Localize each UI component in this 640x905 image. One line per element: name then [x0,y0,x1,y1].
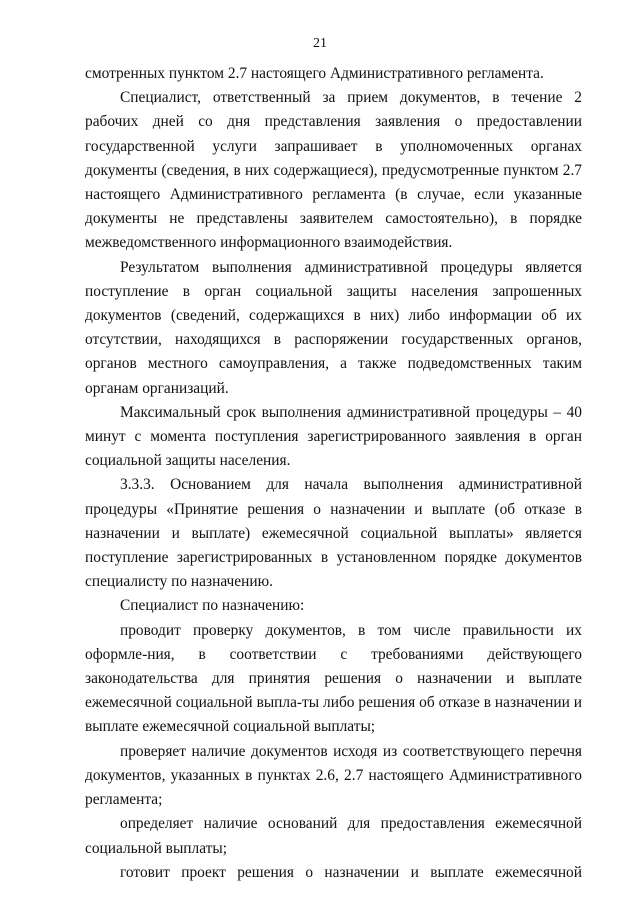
paragraph-procedure-result: Результатом выполнения административной процедуры является поступление в орган социальной защиты населения запрошенных документов (сведений, содержащихся в них) либо информации об их отсутствии, находящихся в распоряжении государственных органов, органов местного самоуправления, а также подведомственных таким органам организаций. [85,258,582,397]
paragraph-continuation: смотренных пунктом 2.7 настоящего Административного регламента. [85,65,544,82]
page-number: 21 [313,36,327,51]
list-item-determine-grounds: определяет наличие оснований для предоставления ежемесячной социальной выплаты; [85,815,582,857]
paragraph-document-request: Специалист, ответственный за прием документов, в течение 2 рабочих дней со дня представления заявления о предоставлении государственной услуги запрашивает в уполномоченных органах документы (сведения, в них содержащиеся), предусмотренные пунктом 2.7 настоящего Административного регламента (в случае, если указанные документы не представлены заявителем самостоятельно), в порядке межведомственного информационного взаимодействия. [85,89,582,252]
paragraph-section-3-3-3: 3.3.3. Основанием для начала выполнения административной процедуры «Принятие решения о назначении и выплате (об отказе в назначении и выплате) ежемесячной социальной выплаты» является поступление зарегистрированных в установленном порядке документов специалисту по назначению. [85,476,582,591]
paragraph-specialist-intro: Специалист по назначению: [120,597,305,615]
list-item-verify-presence: проверяет наличие документов исходя из соответствующего перечня документов, указанных в пунктах 2.6, 2.7 настоящего Административного регламента; [85,742,582,809]
paragraph-max-duration: Максимальный срок выполнения административной процедуры – 40 минут с момента поступления зарегистрированного заявления в орган социальной защиты населения. [85,403,582,470]
list-item-prepare-draft: готовит проект решения о назначении и выплате ежемесячной [120,863,582,881]
body-text [85,62,582,885]
list-item-check-documents: проводит проверку документов, в том числе правильности их оформле-ния, в соответствии с требованиями действующего законодательства для принятия решения о назначении и выплате ежемесячной социальной выпла-ты либо решения об отказе в назначении и выплате ежемесячной социальной выплаты; [85,621,582,736]
